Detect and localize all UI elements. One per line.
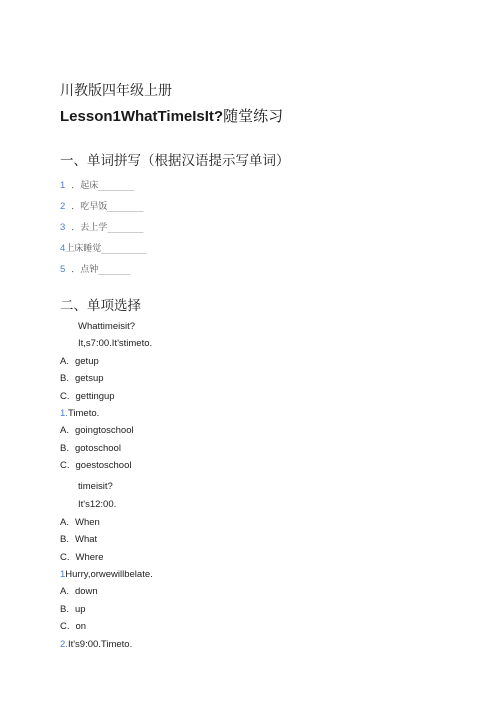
option-text: gettingup xyxy=(75,391,115,402)
option xyxy=(60,586,98,597)
option-text: up xyxy=(74,604,86,615)
vocab-item xyxy=(60,241,146,254)
option-text: on xyxy=(75,621,87,632)
answer-blank: ________ xyxy=(107,202,144,212)
vocab-hint: ．点钟 xyxy=(71,265,99,275)
vocab-hint: ．起床 xyxy=(71,181,99,191)
option-label: C. xyxy=(60,391,70,402)
item-number: 1 xyxy=(60,180,66,191)
question-line xyxy=(60,639,132,650)
vocab-item xyxy=(60,220,143,233)
question-line xyxy=(60,408,99,419)
question-line: It,s7:00.It'stimeto. xyxy=(78,338,153,349)
option xyxy=(60,517,100,528)
question-number: 2. xyxy=(60,639,68,650)
option xyxy=(60,534,97,545)
vocab-hint: 上床睡觉 xyxy=(65,244,102,254)
question-line: It's12:00. xyxy=(78,499,117,510)
answer-blank: ________ xyxy=(98,181,135,191)
question-line: timeisit? xyxy=(78,481,113,492)
vocab-item xyxy=(60,199,143,212)
lesson-title-cn: 随堂练习 xyxy=(223,107,284,125)
vocab-hint: ．去上学 xyxy=(71,223,108,233)
option-label: B. xyxy=(60,604,69,615)
question-stem: It's9:00.Timeto. xyxy=(67,639,133,650)
item-number: 5 xyxy=(60,264,66,275)
option-text: What xyxy=(74,534,98,545)
option-text: getsup xyxy=(74,373,104,384)
question-number: 1. xyxy=(60,408,68,419)
answer-blank: ________ xyxy=(107,223,144,233)
option xyxy=(60,460,131,471)
option xyxy=(60,391,115,402)
option-label: A. xyxy=(60,517,69,528)
section-heading-spelling: 一、单词拼写（根据汉语提示写单词） xyxy=(60,153,290,169)
option xyxy=(60,604,86,615)
option-label: A. xyxy=(60,356,69,367)
option xyxy=(60,356,99,367)
lesson-title xyxy=(60,105,283,126)
option-label: C. xyxy=(60,621,70,632)
option-text: Where xyxy=(75,552,104,563)
item-number: 2 xyxy=(60,201,66,212)
option-text: When xyxy=(74,517,100,528)
answer-blank: _______ xyxy=(98,265,130,275)
option-text: goestoschool xyxy=(75,460,132,471)
option-label: B. xyxy=(60,373,69,384)
option-label: C. xyxy=(60,460,70,471)
option-text: goingtoschool xyxy=(74,425,134,436)
option-label: B. xyxy=(60,534,69,545)
section-heading-choice: 二、单项选择 xyxy=(60,298,141,314)
option xyxy=(60,621,86,632)
option-label: A. xyxy=(60,425,69,436)
option-text: down xyxy=(74,586,98,597)
option-text: gotoschool xyxy=(74,443,121,454)
option xyxy=(60,552,103,563)
option-label: B. xyxy=(60,443,69,454)
option-text: getup xyxy=(74,356,99,367)
vocab-item xyxy=(60,178,134,191)
item-number: 4 xyxy=(60,243,66,254)
question-line xyxy=(60,569,153,580)
vocab-hint: ．吃早饭 xyxy=(71,202,108,212)
option-label: A. xyxy=(60,586,69,597)
question-line: Whattimeisit? xyxy=(78,321,136,332)
vocab-item xyxy=(60,262,130,275)
item-number: 3 xyxy=(60,222,66,233)
answer-blank: __________ xyxy=(101,244,147,254)
question-stem: Hurry,orwewillbelate. xyxy=(65,569,153,580)
question-stem: Timeto. xyxy=(67,408,100,419)
worksheet-title: 川教版四年级上册 xyxy=(60,83,172,99)
option xyxy=(60,443,121,454)
question-number: 1 xyxy=(60,569,66,580)
option xyxy=(60,373,104,384)
option-label: C. xyxy=(60,552,70,563)
lesson-title-en: Lesson1WhatTimeIsIt? xyxy=(60,108,224,125)
option xyxy=(60,425,134,436)
